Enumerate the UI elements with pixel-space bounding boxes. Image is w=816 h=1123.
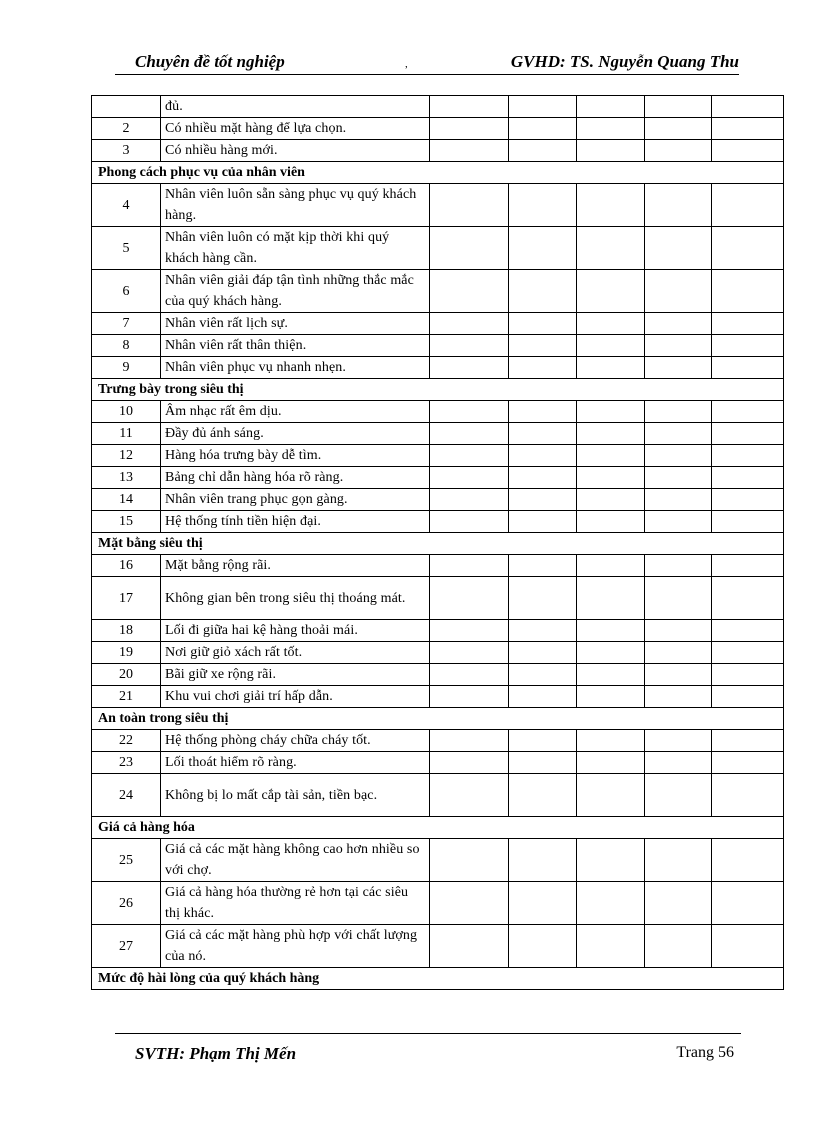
rating-cell <box>509 774 577 817</box>
rating-cell <box>712 467 784 489</box>
rating-cell <box>430 925 509 968</box>
rating-cell <box>509 140 577 162</box>
item-text: Giá cả hàng hóa thường rẻ hơn tại các siêu thị khác. <box>161 882 430 925</box>
rating-cell <box>430 839 509 882</box>
rating-cell <box>645 774 712 817</box>
section-title: Trưng bày trong siêu thị <box>92 379 784 401</box>
table-row <box>92 401 784 423</box>
rating-cell <box>712 227 784 270</box>
rating-cell <box>430 774 509 817</box>
rating-cell <box>712 423 784 445</box>
section-title: Giá cả hàng hóa <box>92 817 784 839</box>
item-text: Nhân viên rất thân thiện. <box>161 335 430 357</box>
rating-cell <box>645 96 712 118</box>
rating-cell <box>577 489 645 511</box>
rating-cell <box>577 401 645 423</box>
rating-cell <box>509 96 577 118</box>
rating-cell <box>430 555 509 577</box>
rating-cell <box>712 96 784 118</box>
rating-cell <box>430 467 509 489</box>
rating-cell <box>712 140 784 162</box>
item-number: 11 <box>92 423 161 445</box>
rating-cell <box>645 118 712 140</box>
rating-cell <box>577 577 645 620</box>
rating-cell <box>577 270 645 313</box>
rating-cell <box>645 882 712 925</box>
item-number: 7 <box>92 313 161 335</box>
rating-cell <box>645 335 712 357</box>
rating-cell <box>712 555 784 577</box>
item-number: 6 <box>92 270 161 313</box>
header-title: Chuyên đề tốt nghiệp <box>135 52 285 71</box>
item-text: Mặt bằng rộng rãi. <box>161 555 430 577</box>
item-text: Hệ thống tính tiền hiện đại. <box>161 511 430 533</box>
rating-cell <box>577 774 645 817</box>
table-row <box>92 730 784 752</box>
rating-cell <box>577 357 645 379</box>
rating-cell <box>577 686 645 708</box>
item-text: Lối đi giữa hai kệ hàng thoải mái. <box>161 620 430 642</box>
rating-cell <box>645 467 712 489</box>
table-row <box>92 511 784 533</box>
section-title: Mặt bằng siêu thị <box>92 533 784 555</box>
table-row <box>92 489 784 511</box>
item-number: 14 <box>92 489 161 511</box>
rating-cell <box>509 577 577 620</box>
item-number <box>92 96 161 118</box>
table-row <box>92 313 784 335</box>
rating-cell <box>577 184 645 227</box>
rating-cell <box>509 401 577 423</box>
item-number: 23 <box>92 752 161 774</box>
table-row <box>92 882 784 925</box>
rating-cell <box>509 752 577 774</box>
item-number: 18 <box>92 620 161 642</box>
rating-cell <box>430 752 509 774</box>
rating-cell <box>712 445 784 467</box>
rating-cell <box>430 227 509 270</box>
item-text: đủ. <box>161 96 430 118</box>
table-row <box>92 467 784 489</box>
rating-cell <box>712 730 784 752</box>
item-text: Có nhiều hàng mới. <box>161 140 430 162</box>
footer-student: SVTH: Phạm Thị Mến <box>135 1044 297 1063</box>
item-number: 2 <box>92 118 161 140</box>
rating-cell <box>509 620 577 642</box>
rating-cell <box>577 511 645 533</box>
survey-table <box>91 95 784 990</box>
rating-cell <box>712 335 784 357</box>
item-number: 27 <box>92 925 161 968</box>
rating-cell <box>577 335 645 357</box>
rating-cell <box>577 445 645 467</box>
rating-cell <box>645 357 712 379</box>
table-row <box>92 357 784 379</box>
item-number: 19 <box>92 642 161 664</box>
item-text: Giá cả các mặt hàng không cao hơn nhiều so với chợ. <box>161 839 430 882</box>
item-text: Khu vui chơi giải trí hấp dẫn. <box>161 686 430 708</box>
section-row <box>92 817 784 839</box>
item-number: 10 <box>92 401 161 423</box>
item-text: Có nhiều mặt hàng để lựa chọn. <box>161 118 430 140</box>
rating-cell <box>430 577 509 620</box>
item-text: Không gian bên trong siêu thị thoáng mát. <box>161 577 430 620</box>
rating-cell <box>645 313 712 335</box>
rating-cell <box>430 642 509 664</box>
page-header <box>115 48 739 75</box>
rating-cell <box>509 555 577 577</box>
survey-table-body <box>92 96 784 990</box>
item-text: Nhân viên luôn có mặt kịp thời khi quý khách hàng cần. <box>161 227 430 270</box>
rating-cell <box>577 423 645 445</box>
rating-cell <box>645 445 712 467</box>
rating-cell <box>577 140 645 162</box>
item-text: Âm nhạc rất êm dịu. <box>161 401 430 423</box>
rating-cell <box>430 664 509 686</box>
section-title: An toàn trong siêu thị <box>92 708 784 730</box>
table-row <box>92 423 784 445</box>
rating-cell <box>712 184 784 227</box>
rating-cell <box>430 357 509 379</box>
item-number: 20 <box>92 664 161 686</box>
item-number: 13 <box>92 467 161 489</box>
rating-cell <box>430 313 509 335</box>
table-row <box>92 555 784 577</box>
rating-cell <box>645 423 712 445</box>
table-row <box>92 118 784 140</box>
rating-cell <box>645 227 712 270</box>
table-row <box>92 664 784 686</box>
rating-cell <box>509 839 577 882</box>
rating-cell <box>645 184 712 227</box>
rating-cell <box>712 686 784 708</box>
item-text: Đầy đủ ánh sáng. <box>161 423 430 445</box>
rating-cell <box>577 227 645 270</box>
table-row <box>92 620 784 642</box>
table-row <box>92 752 784 774</box>
rating-cell <box>430 445 509 467</box>
item-number: 8 <box>92 335 161 357</box>
rating-cell <box>430 730 509 752</box>
table-row <box>92 925 784 968</box>
rating-cell <box>712 752 784 774</box>
rating-cell <box>645 642 712 664</box>
rating-cell <box>645 555 712 577</box>
rating-cell <box>509 730 577 752</box>
item-number: 26 <box>92 882 161 925</box>
table-row <box>92 774 784 817</box>
rating-cell <box>430 96 509 118</box>
rating-cell <box>712 664 784 686</box>
rating-cell <box>509 313 577 335</box>
rating-cell <box>645 577 712 620</box>
item-text: Bãi giữ xe rộng rãi. <box>161 664 430 686</box>
table-row <box>92 577 784 620</box>
item-number: 12 <box>92 445 161 467</box>
rating-cell <box>577 467 645 489</box>
rating-cell <box>577 96 645 118</box>
rating-cell <box>430 686 509 708</box>
rating-cell <box>509 270 577 313</box>
item-number: 21 <box>92 686 161 708</box>
rating-cell <box>509 467 577 489</box>
rating-cell <box>712 270 784 313</box>
header-mark: , <box>405 58 408 70</box>
section-row <box>92 533 784 555</box>
rating-cell <box>645 925 712 968</box>
item-text: Nơi giữ giỏ xách rất tốt. <box>161 642 430 664</box>
rating-cell <box>577 313 645 335</box>
rating-cell <box>712 774 784 817</box>
item-number: 17 <box>92 577 161 620</box>
rating-cell <box>509 664 577 686</box>
item-number: 16 <box>92 555 161 577</box>
rating-cell <box>712 882 784 925</box>
section-title: Phong cách phục vụ của nhân viên <box>92 162 784 184</box>
item-text: Không bị lo mất cắp tài sản, tiền bạc. <box>161 774 430 817</box>
table-row <box>92 140 784 162</box>
rating-cell <box>509 118 577 140</box>
rating-cell <box>645 730 712 752</box>
item-text: Lối thoát hiểm rõ ràng. <box>161 752 430 774</box>
item-text: Nhân viên luôn sẵn sàng phục vụ quý khách hàng. <box>161 184 430 227</box>
rating-cell <box>509 686 577 708</box>
rating-cell <box>430 511 509 533</box>
rating-cell <box>509 489 577 511</box>
footer-divider <box>115 1033 741 1034</box>
rating-cell <box>712 489 784 511</box>
item-text: Nhân viên rất lịch sự. <box>161 313 430 335</box>
rating-cell <box>509 335 577 357</box>
rating-cell <box>645 489 712 511</box>
section-row <box>92 708 784 730</box>
rating-cell <box>430 118 509 140</box>
rating-cell <box>645 511 712 533</box>
rating-cell <box>509 511 577 533</box>
section-row <box>92 379 784 401</box>
rating-cell <box>509 642 577 664</box>
page-number: Trang 56 <box>676 1044 734 1061</box>
item-number: 22 <box>92 730 161 752</box>
rating-cell <box>645 686 712 708</box>
rating-cell <box>645 401 712 423</box>
rating-cell <box>509 357 577 379</box>
item-number: 9 <box>92 357 161 379</box>
rating-cell <box>577 882 645 925</box>
rating-cell <box>430 489 509 511</box>
item-text: Giá cả các mặt hàng phù hợp với chất lượng của nó. <box>161 925 430 968</box>
section-row <box>92 162 784 184</box>
rating-cell <box>712 620 784 642</box>
rating-cell <box>577 664 645 686</box>
rating-cell <box>509 882 577 925</box>
rating-cell <box>645 140 712 162</box>
rating-cell <box>577 730 645 752</box>
rating-cell <box>645 664 712 686</box>
rating-cell <box>430 401 509 423</box>
rating-cell <box>509 184 577 227</box>
item-text: Nhân viên giải đáp tận tình những thắc mắc của quý khách hàng. <box>161 270 430 313</box>
table-row <box>92 270 784 313</box>
rating-cell <box>577 118 645 140</box>
rating-cell <box>430 423 509 445</box>
item-text: Bảng chỉ dẫn hàng hóa rõ ràng. <box>161 467 430 489</box>
rating-cell <box>712 642 784 664</box>
rating-cell <box>577 925 645 968</box>
section-title: Mức độ hài lòng của quý khách hàng <box>92 968 784 990</box>
item-number: 25 <box>92 839 161 882</box>
item-text: Nhân viên phục vụ nhanh nhẹn. <box>161 357 430 379</box>
rating-cell <box>577 752 645 774</box>
item-number: 5 <box>92 227 161 270</box>
item-number: 15 <box>92 511 161 533</box>
rating-cell <box>577 555 645 577</box>
rating-cell <box>430 620 509 642</box>
table-row <box>92 839 784 882</box>
item-number: 4 <box>92 184 161 227</box>
rating-cell <box>430 184 509 227</box>
table-row <box>92 445 784 467</box>
rating-cell <box>577 839 645 882</box>
rating-cell <box>712 577 784 620</box>
rating-cell <box>712 401 784 423</box>
rating-cell <box>430 270 509 313</box>
rating-cell <box>645 270 712 313</box>
item-text: Hệ thống phòng cháy chữa cháy tốt. <box>161 730 430 752</box>
rating-cell <box>509 445 577 467</box>
header-supervisor: GVHD: TS. Nguyễn Quang Thu <box>510 52 739 71</box>
rating-cell <box>712 313 784 335</box>
table-row <box>92 184 784 227</box>
rating-cell <box>509 423 577 445</box>
table-row <box>92 642 784 664</box>
table-row <box>92 335 784 357</box>
rating-cell <box>712 511 784 533</box>
section-row <box>92 968 784 990</box>
item-text: Nhân viên trang phục gọn gàng. <box>161 489 430 511</box>
item-number: 3 <box>92 140 161 162</box>
rating-cell <box>509 925 577 968</box>
item-number: 24 <box>92 774 161 817</box>
rating-cell <box>430 140 509 162</box>
item-text: Hàng hóa trưng bày dễ tìm. <box>161 445 430 467</box>
rating-cell <box>712 357 784 379</box>
rating-cell <box>712 839 784 882</box>
rating-cell <box>430 335 509 357</box>
rating-cell <box>712 925 784 968</box>
table-row <box>92 686 784 708</box>
rating-cell <box>577 642 645 664</box>
table-row <box>92 227 784 270</box>
rating-cell <box>509 227 577 270</box>
table-row <box>92 96 784 118</box>
rating-cell <box>645 620 712 642</box>
rating-cell <box>430 882 509 925</box>
rating-cell <box>712 118 784 140</box>
rating-cell <box>577 620 645 642</box>
rating-cell <box>645 839 712 882</box>
rating-cell <box>645 752 712 774</box>
